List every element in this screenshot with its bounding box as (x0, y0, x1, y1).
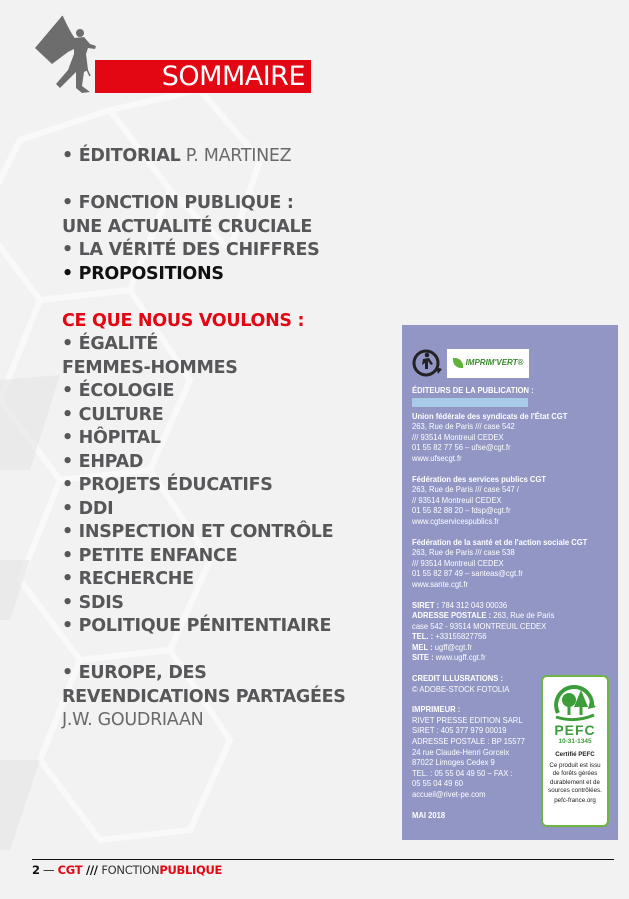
toc-item-europe[interactable]: • EUROPE, DES (62, 663, 207, 683)
highlight-bar (412, 398, 528, 407)
toc-section-heading: CE QUE NOUS VOULONS : (62, 310, 305, 331)
spacer (62, 286, 392, 310)
publisher-line: 263, Rue de Paris /// case 538 (412, 547, 515, 558)
toc-item[interactable]: • INSPECTION ET CONTRÔLE (62, 522, 334, 542)
spacer (62, 169, 392, 193)
editeurs-heading: ÉDITEURS DE LA PUBLICATION : (412, 385, 534, 395)
publication-info-box (402, 325, 618, 840)
imprimeur-line: ADRESSE POSTALE : BP 15577 (412, 736, 526, 747)
pefc-trees-icon (552, 683, 598, 723)
publisher-name: Fédération de la santé et de l'action sociale CGT (412, 536, 588, 547)
publisher-name: Union fédérale des syndicats de l'État CGT (412, 410, 568, 421)
toc-item-fonction-publique-cont[interactable]: UNE ACTUALITÉ CRUCIALE (62, 216, 313, 237)
footer-publique: PUBLIQUE (159, 863, 223, 877)
toc-item-fonction-publique[interactable]: • FONCTION PUBLIQUE : (62, 193, 294, 213)
tidyman-recycle-icon (412, 347, 444, 379)
publisher-line: 263, Rue de Paris /// case 542 (412, 421, 515, 432)
site-value[interactable]: www.ugff.cgt.fr (433, 652, 486, 663)
imprimeur-line: 87022 Limoges Cedex 9 (412, 757, 495, 768)
logos-row (412, 347, 618, 379)
footer-cgt: CGT (57, 863, 83, 877)
credit-heading: CREDIT ILLUSRATIONS : (412, 673, 504, 684)
toc-item-verite-chiffres[interactable]: • LA VÉRITÉ DES CHIFFRES (62, 240, 320, 260)
toc-bullet: • (62, 146, 79, 166)
publisher-block (412, 411, 618, 464)
mel-value[interactable]: ugff@cgt.fr (432, 641, 473, 652)
publisher-block (412, 474, 618, 527)
imprimeur-line: SIRET : 405 377 979 00019 (412, 725, 507, 736)
site-label: SITE : (412, 652, 434, 663)
imprimeur-email[interactable]: accueil@rivet-pe.com (412, 789, 486, 799)
pefc-certification-badge (541, 675, 609, 827)
publisher-website[interactable]: www.ufsecgt.fr (412, 452, 462, 463)
imprim-vert-label: IMPRIM'VERT® (465, 357, 524, 367)
table-of-contents (62, 145, 392, 733)
page-footer (32, 863, 222, 877)
tel-value: +33155827756 (433, 631, 487, 642)
toc-item[interactable]: • DDI (62, 498, 114, 519)
toc-item-propositions[interactable]: • PROPOSITIONS (62, 263, 224, 284)
toc-item-europe-cont[interactable]: REVENDICATIONS PARTAGÉES (62, 686, 346, 707)
toc-europe-author: J.W. GOUDRIAAN (62, 710, 204, 730)
credit-value: © ADOBE-STOCK FOTOLIA (412, 683, 510, 694)
toc-editorial-title: ÉDITORIAL (78, 146, 181, 166)
adresse-value: 263, Rue de Paris (491, 610, 555, 621)
pefc-desc-line: de forêts gérées (552, 770, 598, 778)
pefc-desc-line: durablement et de (550, 778, 600, 786)
toc-item[interactable]: • RECHERCHE (62, 569, 194, 589)
toc-item[interactable]: • HÔPITAL (62, 428, 161, 448)
publisher-line: /// 93514 Montreuil CEDEX (412, 557, 504, 568)
sommaire-title: SOMMAIRE (95, 60, 311, 93)
footer-dash: — (39, 863, 58, 877)
publication-date: MAI 2018 (412, 809, 446, 820)
leaf-icon (453, 358, 463, 368)
pefc-cert: Certifié PEFC (555, 751, 595, 759)
footer-fonction: FONCTION (101, 863, 160, 877)
toc-item[interactable]: • PROJETS ÉDUCATIFS (62, 475, 273, 495)
toc-item[interactable]: • PETITE ENFANCE (62, 545, 238, 566)
pefc-desc-line: Ce produit est issu (549, 761, 601, 769)
footer-divider (32, 859, 614, 860)
publisher-name: Fédération des services publics CGT (412, 473, 547, 484)
toc-item[interactable]: • CULTURE (62, 404, 164, 425)
publisher-line: 263, Rue de Paris /// case 547 / (412, 484, 519, 495)
publisher-line: 01 55 82 88 20 – fdsp@cgt.fr (412, 505, 511, 516)
toc-item-editorial[interactable] (62, 145, 392, 169)
toc-item[interactable]: • EHPAD (62, 451, 144, 472)
publisher-block (412, 537, 618, 590)
publisher-line: // 93514 Montreuil CEDEX (412, 494, 502, 505)
flag-bearer-icon (30, 6, 100, 94)
siret-label: SIRET : (412, 599, 440, 610)
toc-editorial-author: P. MARTINEZ (180, 146, 292, 166)
imprimeur-heading: IMPRIMEUR : (412, 704, 461, 715)
toc-item[interactable]: • ÉGALITÉ (62, 334, 158, 354)
pefc-word: PEFC (554, 722, 596, 738)
toc-item[interactable]: • POLITIQUE PÉNITENTIAIRE (62, 616, 332, 636)
spacer (62, 639, 392, 663)
imprimeur-line: TEL. : 05 55 04 49 50 – FAX : (412, 767, 513, 778)
adresse-line2: case 542 - 93514 MONTREUIL CEDEX (412, 620, 547, 631)
tel-label: TEL. : (412, 631, 434, 642)
imprim-vert-logo (447, 349, 529, 378)
publisher-line: 01 55 82 87 49 – santeas@cgt.fr (412, 568, 523, 579)
page-number: 2 (32, 863, 40, 877)
pefc-code: 10-31-1345 (558, 738, 592, 745)
toc-item[interactable]: • ÉCOLOGIE (62, 381, 175, 401)
imprimeur-line: 05 55 04 49 60 (412, 778, 463, 789)
publisher-website[interactable]: www.cgtservicespublics.fr (412, 515, 499, 526)
publisher-line: 01 55 82 77 56 – ufse@cgt.fr (412, 442, 511, 453)
imprimeur-line: 24 rue Claude-Henri Gorceix (412, 746, 510, 757)
publisher-website[interactable]: www.sante.cgt.fr (412, 578, 469, 589)
toc-item[interactable]: • SDIS (62, 592, 124, 613)
toc-item[interactable]: FEMMES-HOMMES (62, 357, 238, 378)
publisher-line: /// 93514 Montreuil CEDEX (412, 431, 504, 442)
siret-value: 784 312 043 00036 (439, 599, 508, 610)
mel-label: MEL : (412, 641, 433, 652)
adresse-label: ADRESSE POSTALE : (412, 610, 492, 621)
contact-block (412, 600, 618, 664)
footer-slashes: /// (82, 863, 102, 877)
imprimeur-line: RIVET PRESSE EDITION SARL (412, 714, 523, 725)
pefc-site[interactable]: pefc-france.org (554, 797, 596, 805)
pefc-desc-line: sources contrôlées. (548, 787, 602, 795)
